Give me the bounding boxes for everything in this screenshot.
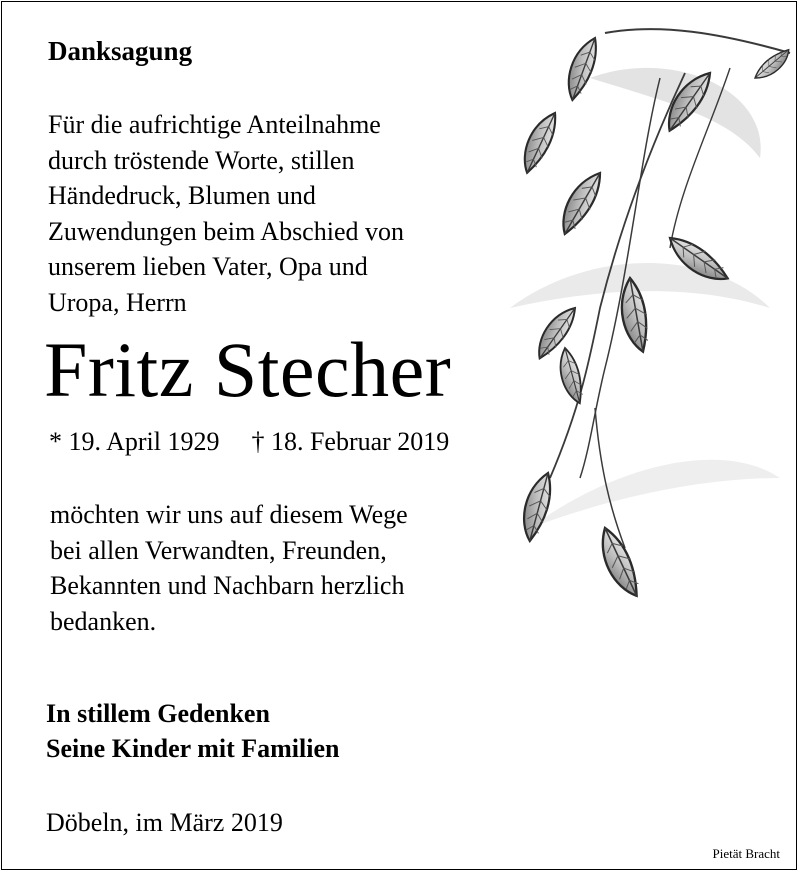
- signoff-line: In stillem Gedenken: [46, 699, 270, 728]
- intro-line: Händedruck, Blumen und: [48, 181, 316, 210]
- deceased-name: Fritz Stecher: [44, 326, 452, 413]
- funeral-home-credit: Pietät Bracht: [712, 846, 780, 861]
- signoff-line: Seine Kinder mit Familien: [46, 734, 340, 763]
- life-dates: [49, 425, 449, 459]
- signoff: [46, 696, 339, 766]
- thanks-line: bedanken.: [50, 606, 157, 636]
- notice-heading: Danksagung: [48, 36, 193, 66]
- thanks-line: bei allen Verwandten, Freunden,: [50, 535, 387, 565]
- intro-line: Uropa, Herrn: [48, 287, 187, 317]
- thanks-text: [50, 497, 408, 639]
- intro-line: Zuwendungen beim Abschied von: [48, 216, 404, 246]
- birch-branch-icon: [470, 8, 800, 648]
- intro-line: durch tröstende Worte, stillen: [48, 145, 355, 175]
- intro-line: Für die aufrichtige Anteilnahme: [48, 110, 381, 139]
- intro-text: [48, 107, 404, 320]
- place-date: Döbeln, im März 2019: [46, 808, 283, 837]
- thanks-line: Bekannten und Nachbarn herzlich: [50, 571, 405, 600]
- thanks-line: möchten wir uns auf diesem Wege: [50, 500, 408, 529]
- birth-date: * 19. April 1929: [49, 427, 220, 456]
- death-date: † 18. Februar 2019: [251, 427, 450, 456]
- intro-line: unserem lieben Vater, Opa und: [48, 252, 368, 281]
